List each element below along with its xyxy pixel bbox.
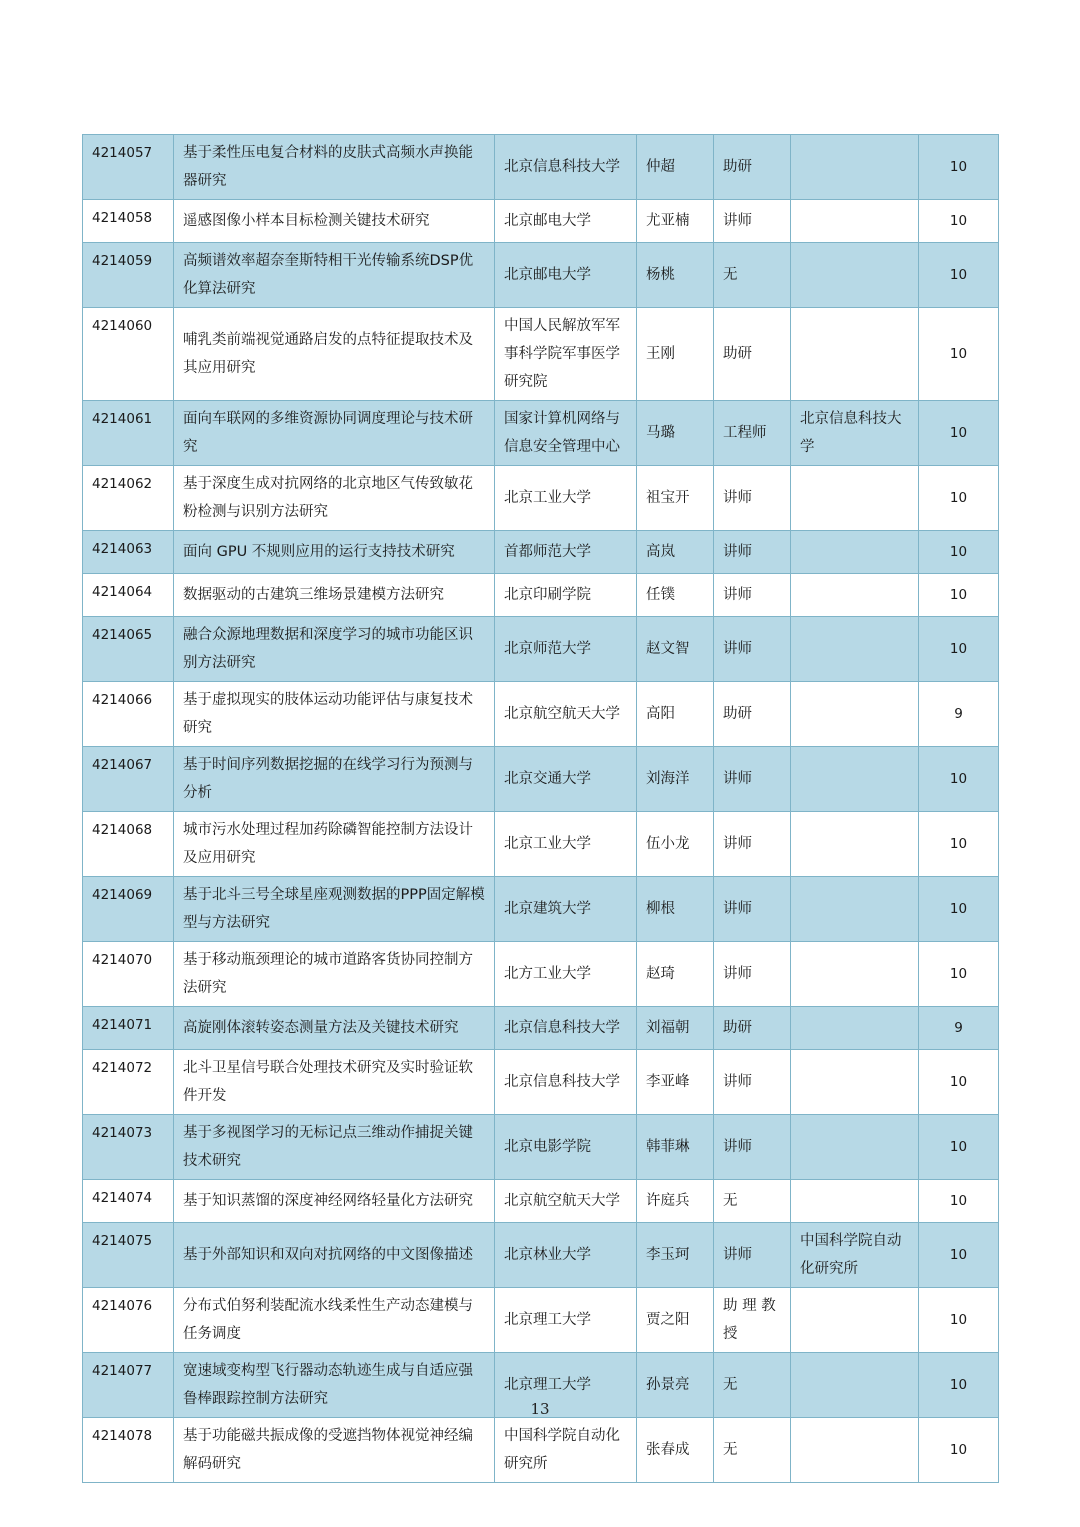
project-code: 4214062 [83,466,174,531]
grant-table-body [83,135,999,1483]
partner-institution [791,1007,919,1050]
table-row [83,574,999,617]
partner-institution [791,466,919,531]
table-row [83,1050,999,1115]
applicant-name: 仲超 [637,135,714,200]
institution: 北京信息科技大学 [495,135,637,200]
score: 10 [919,200,999,243]
position: 助研 [714,682,791,747]
institution: 中国科学院自动化研究所 [495,1418,637,1483]
score: 10 [919,466,999,531]
applicant-name: 柳根 [637,877,714,942]
project-code: 4214065 [83,617,174,682]
partner-institution: 中国科学院自动化研究所 [791,1223,919,1288]
position: 讲师 [714,877,791,942]
partner-institution [791,1288,919,1353]
partner-institution: 北京信息科技大学 [791,401,919,466]
table-row [83,617,999,682]
table-row [83,1007,999,1050]
institution: 北京信息科技大学 [495,1050,637,1115]
institution: 北京邮电大学 [495,200,637,243]
institution: 北京印刷学院 [495,574,637,617]
score: 10 [919,812,999,877]
project-title: 基于深度生成对抗网络的北京地区气传致敏花粉检测与识别方法研究 [174,466,495,531]
applicant-name: 尤亚楠 [637,200,714,243]
position: 讲师 [714,574,791,617]
project-title: 面向车联网的多维资源协同调度理论与技术研究 [174,401,495,466]
project-title: 哺乳类前端视觉通路启发的点特征提取技术及其应用研究 [174,308,495,401]
applicant-name: 赵文智 [637,617,714,682]
position: 讲师 [714,466,791,531]
score: 10 [919,747,999,812]
position: 讲师 [714,531,791,574]
institution: 北京航空航天大学 [495,682,637,747]
page-number: 13 [530,1400,550,1418]
project-code: 4214060 [83,308,174,401]
table-row [83,135,999,200]
position: 讲师 [714,747,791,812]
score: 10 [919,243,999,308]
project-code: 4214077 [83,1353,174,1418]
partner-institution [791,812,919,877]
project-title: 宽速域变构型飞行器动态轨迹生成与自适应强鲁棒跟踪控制方法研究 [174,1353,495,1418]
project-title: 城市污水处理过程加药除磷智能控制方法设计及应用研究 [174,812,495,877]
applicant-name: 贾之阳 [637,1288,714,1353]
project-title: 基于外部知识和双向对抗网络的中文图像描述 [174,1223,495,1288]
institution: 北方工业大学 [495,942,637,1007]
institution: 北京邮电大学 [495,243,637,308]
applicant-name: 李亚峰 [637,1050,714,1115]
table-row [83,531,999,574]
project-title: 遥感图像小样本目标检测关键技术研究 [174,200,495,243]
institution: 北京建筑大学 [495,877,637,942]
project-title: 基于时间序列数据挖掘的在线学习行为预测与分析 [174,747,495,812]
project-title: 基于移动瓶颈理论的城市道路客货协同控制方法研究 [174,942,495,1007]
applicant-name: 孙景亮 [637,1353,714,1418]
score: 10 [919,1353,999,1418]
score: 10 [919,1050,999,1115]
project-code: 4214066 [83,682,174,747]
institution: 国家计算机网络与信息安全管理中心 [495,401,637,466]
partner-institution [791,1050,919,1115]
applicant-name: 高岚 [637,531,714,574]
score: 10 [919,531,999,574]
project-code: 4214073 [83,1115,174,1180]
project-title: 基于多视图学习的无标记点三维动作捕捉关键技术研究 [174,1115,495,1180]
project-code: 4214071 [83,1007,174,1050]
score: 10 [919,1418,999,1483]
position: 无 [714,1180,791,1223]
project-title: 基于柔性压电复合材料的皮肤式高频水声换能器研究 [174,135,495,200]
applicant-name: 刘福朝 [637,1007,714,1050]
applicant-name: 马璐 [637,401,714,466]
institution: 北京电影学院 [495,1115,637,1180]
institution: 北京师范大学 [495,617,637,682]
table-row [83,466,999,531]
applicant-name: 杨桃 [637,243,714,308]
position: 讲师 [714,1115,791,1180]
institution: 北京信息科技大学 [495,1007,637,1050]
applicant-name: 许庭兵 [637,1180,714,1223]
score: 10 [919,1288,999,1353]
project-code: 4214058 [83,200,174,243]
position: 无 [714,243,791,308]
applicant-name: 任镤 [637,574,714,617]
position: 讲师 [714,812,791,877]
position: 讲师 [714,942,791,1007]
partner-institution [791,135,919,200]
institution: 首都师范大学 [495,531,637,574]
applicant-name: 韩菲琳 [637,1115,714,1180]
project-code: 4214078 [83,1418,174,1483]
table-row [83,1418,999,1483]
institution: 北京工业大学 [495,466,637,531]
project-title: 数据驱动的古建筑三维场景建模方法研究 [174,574,495,617]
position: 讲师 [714,1223,791,1288]
institution: 北京理工大学 [495,1353,637,1418]
table-row [83,682,999,747]
project-code: 4214059 [83,243,174,308]
project-code: 4214069 [83,877,174,942]
applicant-name: 张春成 [637,1418,714,1483]
applicant-name: 王刚 [637,308,714,401]
table-row [83,200,999,243]
project-code: 4214057 [83,135,174,200]
score: 10 [919,401,999,466]
table-row [83,1223,999,1288]
project-code: 4214061 [83,401,174,466]
partner-institution [791,1418,919,1483]
table-row [83,747,999,812]
project-code: 4214074 [83,1180,174,1223]
position: 讲师 [714,617,791,682]
score: 9 [919,1007,999,1050]
project-title: 基于虚拟现实的肢体运动功能评估与康复技术研究 [174,682,495,747]
score: 10 [919,135,999,200]
institution: 北京林业大学 [495,1223,637,1288]
institution: 北京航空航天大学 [495,1180,637,1223]
applicant-name: 赵琦 [637,942,714,1007]
position: 助研 [714,1007,791,1050]
partner-institution [791,747,919,812]
applicant-name: 李玉珂 [637,1223,714,1288]
table-row [83,243,999,308]
position: 无 [714,1353,791,1418]
project-code: 4214068 [83,812,174,877]
project-code: 4214076 [83,1288,174,1353]
partner-institution [791,682,919,747]
score: 10 [919,308,999,401]
partner-institution [791,1180,919,1223]
project-title: 基于知识蒸馏的深度神经网络轻量化方法研究 [174,1180,495,1223]
project-title: 高旋刚体滚转姿态测量方法及关键技术研究 [174,1007,495,1050]
table-row [83,942,999,1007]
table-row [83,1115,999,1180]
position: 讲师 [714,200,791,243]
position: 无 [714,1418,791,1483]
partner-institution [791,1115,919,1180]
score: 10 [919,617,999,682]
institution: 北京工业大学 [495,812,637,877]
position: 工程师 [714,401,791,466]
position: 助 理 教 授 [714,1288,791,1353]
applicant-name: 祖宝开 [637,466,714,531]
partner-institution [791,200,919,243]
project-code: 4214072 [83,1050,174,1115]
score: 10 [919,1115,999,1180]
score: 10 [919,1180,999,1223]
partner-institution [791,308,919,401]
score: 10 [919,574,999,617]
project-code: 4214064 [83,574,174,617]
project-title: 融合众源地理数据和深度学习的城市功能区识别方法研究 [174,617,495,682]
partner-institution [791,942,919,1007]
partner-institution [791,877,919,942]
score: 10 [919,1223,999,1288]
applicant-name: 伍小龙 [637,812,714,877]
table-row [83,308,999,401]
project-code: 4214075 [83,1223,174,1288]
project-title: 高频谱效率超奈奎斯特相干光传输系统DSP优化算法研究 [174,243,495,308]
table-row [83,401,999,466]
score: 10 [919,942,999,1007]
project-title: 基于北斗三号全球星座观测数据的PPP固定解模型与方法研究 [174,877,495,942]
institution: 北京理工大学 [495,1288,637,1353]
institution: 中国人民解放军军事科学院军事医学研究院 [495,308,637,401]
project-code: 4214070 [83,942,174,1007]
partner-institution [791,243,919,308]
table-row [83,1288,999,1353]
grant-table [82,134,999,1483]
score: 9 [919,682,999,747]
partner-institution [791,617,919,682]
project-title: 分布式伯努利装配流水线柔性生产动态建模与任务调度 [174,1288,495,1353]
project-title: 基于功能磁共振成像的受遮挡物体视觉神经编解码研究 [174,1418,495,1483]
institution: 北京交通大学 [495,747,637,812]
position: 助研 [714,135,791,200]
position: 助研 [714,308,791,401]
position: 讲师 [714,1050,791,1115]
project-code: 4214063 [83,531,174,574]
project-code: 4214067 [83,747,174,812]
table-row [83,877,999,942]
project-title: 面向 GPU 不规则应用的运行支持技术研究 [174,531,495,574]
score: 10 [919,877,999,942]
applicant-name: 刘海洋 [637,747,714,812]
table-row [83,812,999,877]
partner-institution [791,531,919,574]
applicant-name: 高阳 [637,682,714,747]
partner-institution [791,574,919,617]
table-row [83,1180,999,1223]
project-title: 北斗卫星信号联合处理技术研究及实时验证软件开发 [174,1050,495,1115]
